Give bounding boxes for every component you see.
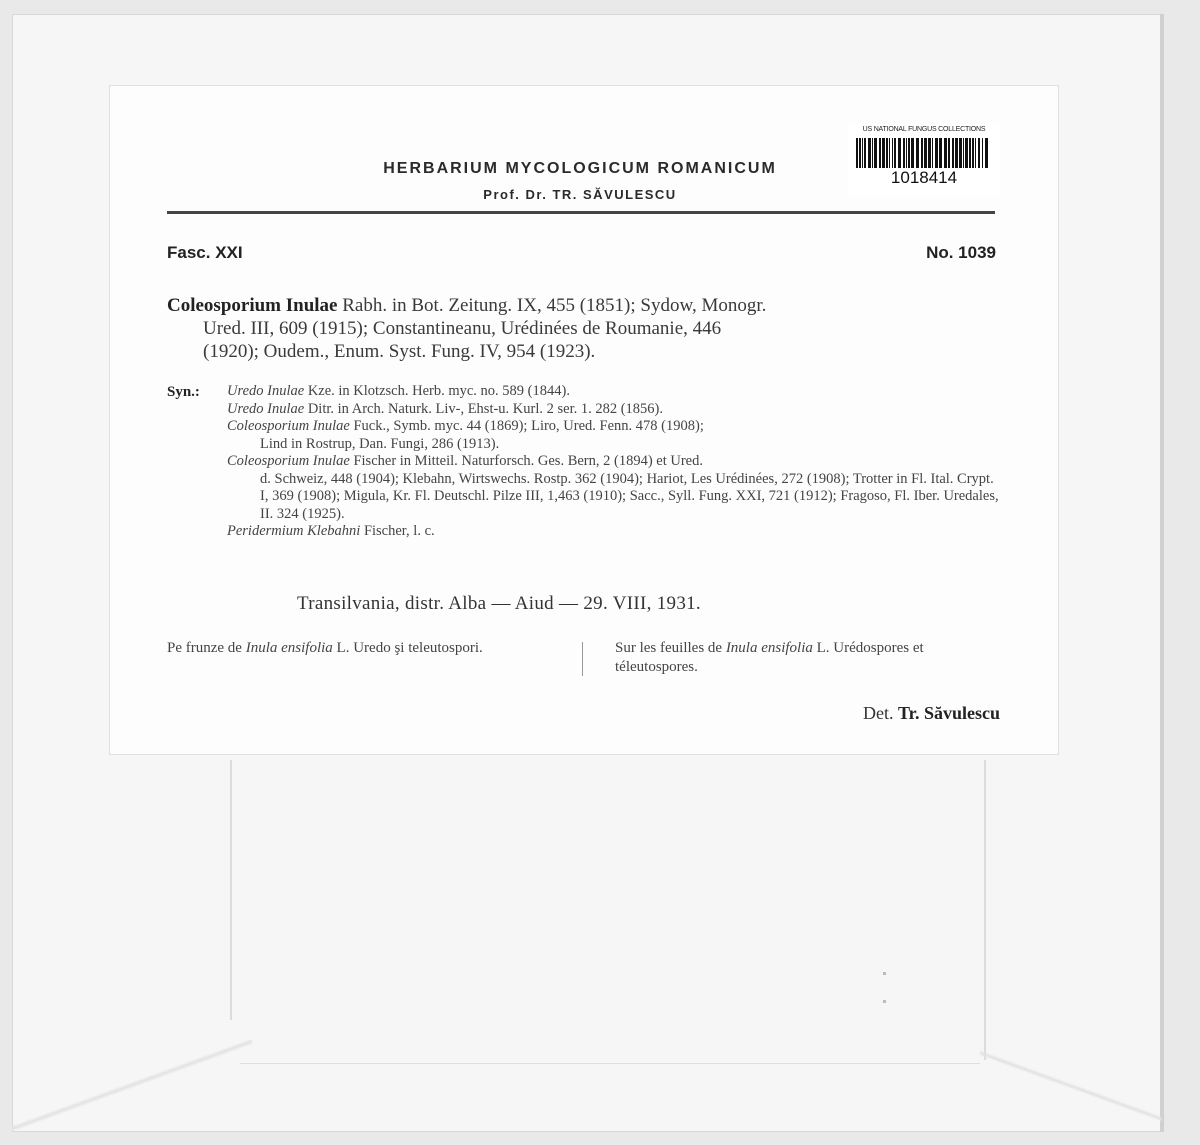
packet-edge [1160,14,1164,1132]
synonym-citation: Fuck., Symb. myc. 44 (1869); Liro, Ured. Fenn. 478 (1908); [349,418,704,434]
synonyms-list [227,383,1001,541]
synonym-name: Peridermium Klebahni [227,523,361,539]
synonym-item [227,523,1001,541]
specimen-number: No. 1039 [926,243,996,262]
determiner-prefix: Det. [862,703,898,723]
determiner [863,703,1000,724]
determiner-name: Tr. Săvulescu [897,703,1000,723]
fold-line-left [230,760,232,1020]
fold-corner-right [980,1040,1162,1132]
taxon-citation [167,294,1007,363]
host-fr-species: Inula ensifolia [725,640,813,656]
host-fr-suffix: L. Urédospores et téleutospores. [615,640,924,675]
host-ro-suffix: L. Uredo şi teleutospori. [332,640,483,656]
synonym-item [227,383,1001,401]
barcode-label [848,124,1000,196]
synonym-item [227,418,1001,453]
synonym-citation: Fischer in Mitteil. Naturforsch. Ges. Bern, 2 (1894) et Ured. [349,453,703,469]
taxon-citation-line2: Ured. III, 609 (1915); Constantineanu, Urédinées de Roumanie, 446 [203,318,722,339]
fold-line-bottom [240,1063,980,1064]
synonym-name: Uredo Inulae [227,400,305,417]
herbarium-subtitle: Prof. Dr. TR. SĂVULESCU [483,187,677,202]
column-divider [582,642,583,676]
synonym-name: Uredo Inulae [227,383,305,399]
fold-corner-left [12,1040,252,1130]
herbarium-title: HERBARIUM MYCOLOGICUM ROMANICUM [383,160,777,177]
specimen-mark [883,972,886,975]
synonym-item [227,401,1001,419]
synonym-citation-cont: Lind in Rostrup, Dan. Fungi, 286 (1913). [260,435,500,452]
header-rule [167,211,995,214]
synonym-name: Coleosporium Inulae [227,418,350,434]
synonym-name: Coleosporium Inulae [227,453,350,469]
host-fr-prefix: Sur les feuilles de [615,640,726,656]
host-french [615,639,1005,677]
host-romanian [167,639,557,658]
fold-line-right [984,760,986,1060]
synonyms-heading: Syn.: [167,384,200,400]
taxon-citation-line1: Rabh. in Bot. Zeitung. IX, 455 (1851); Sydow, Monogr. [337,295,767,316]
barcode-icon [856,138,990,168]
synonym-citation: Ditr. in Arch. Naturk. Liv-, Ehst-u. Kurl. 2 ser. 1. 282 (1856). [304,400,664,417]
synonym-citation: Kze. in Klotzsch. Herb. myc. no. 589 (1844). [304,383,570,399]
collection-locality: Transilvania, distr. Alba — Aiud — 29. VIII, 1931. [297,593,701,614]
host-ro-species: Inula ensifolia [245,640,333,656]
taxon-citation-line3: (1920); Oudem., Enum. Syst. Fung. IV, 954 (1923). [203,341,596,362]
synonym-item [227,453,1001,523]
specimen-mark [883,1000,886,1003]
barcode-number: 1018414 [890,168,958,187]
taxon-name: Coleosporium Inulae [167,295,338,316]
synonym-citation-cont: d. Schweiz, 448 (1904); Klebahn, Wirtswechs. Rostp. 362 (1904); Hariot, Les Urédinées, 272 (1908); Trotter in Fl. Ital. Crypt. I, 369 (1908); Migula, Kr. Fl. Deutschl. Pilze III, 1,463 (1910); Sacc., Syll. Fung. XXI, 721 (1912); Fragoso, Fl. Iber. Uredales, II. 324 (1925). [260,470,999,522]
fascicle: Fasc. XXI [167,243,243,262]
host-ro-prefix: Pe frunze de [167,640,246,656]
barcode-org: US NATIONAL FUNGUS COLLECTIONS [862,126,986,133]
specimen-label [110,86,1058,754]
synonym-citation: Fischer, l. c. [360,523,435,539]
